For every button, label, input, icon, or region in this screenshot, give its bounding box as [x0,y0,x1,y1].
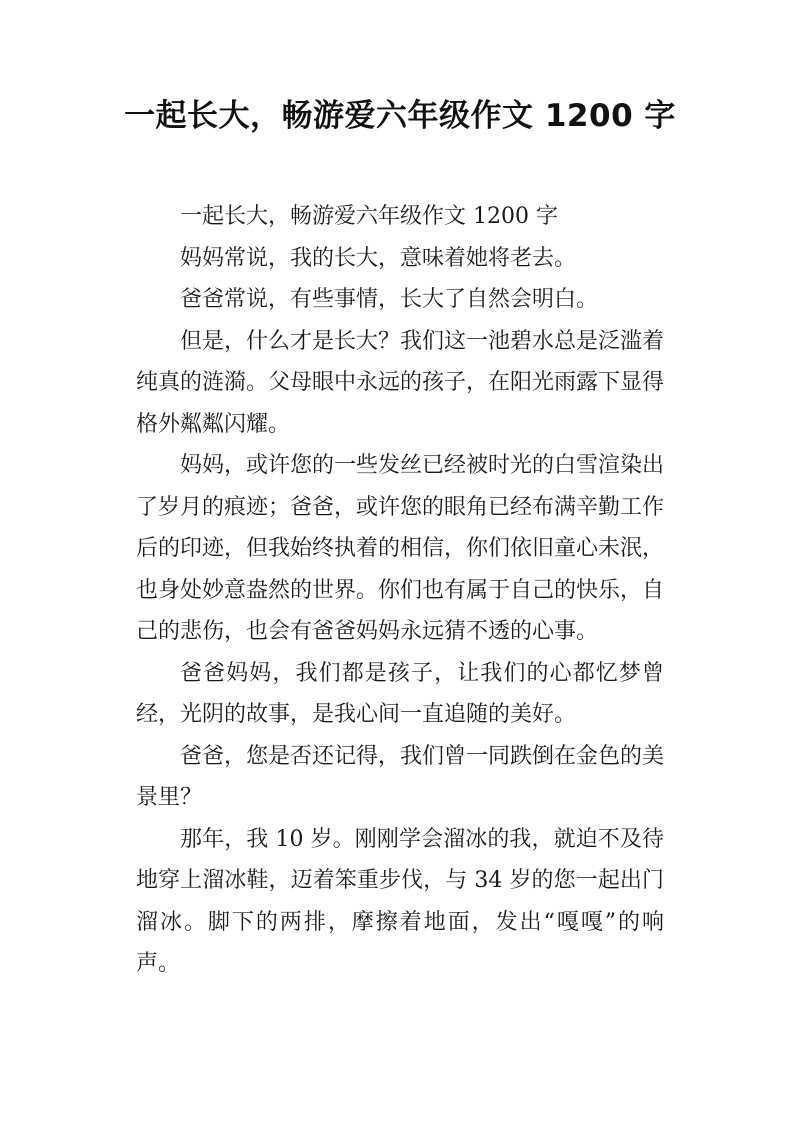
document-title: 一起长大，畅游爱六年级作文 1200 字 [124,98,676,134]
paragraph: 妈妈，或许您的一些发丝已经被时光的白雪渲染出了岁月的痕迹；爸爸，或许您的眼角已经布满辛勤工作后的印迹，但我始终执着的相信，你们依旧童心未泯，也身处妙意盎然的世界。你们也有属于自己的快乐，自己的悲伤，也会有爸爸妈妈永远猜不透的心事。 [136,453,665,644]
paragraph: 爸爸，您是否还记得，我们曾一同跌倒在金色的美景里？ [136,743,665,810]
paragraph: 那年，我 10 岁。刚刚学会溜冰的我，就迫不及待地穿上溜冰鞋，迈着笨重步伐，与 34 岁的您一起出门溜冰。脚下的两排，摩擦着地面，发出“嘎嘎”的响声。 [136,826,664,976]
paragraph: 一起长大，畅游爱六年级作文 1200 字 [180,204,558,229]
document-body [136,196,664,985]
paragraph: 但是，什么才是长大？我们这一池碧水总是泛滥着纯真的涟漪。父母眼中永远的孩子，在阳光雨露下显得格外粼粼闪耀。 [136,328,665,437]
paragraph: 爸爸妈妈，我们都是孩子，让我们的心都忆梦曾经，光阴的故事，是我心间一直追随的美好。 [136,660,664,727]
paragraph: 爸爸常说，有些事情，长大了自然会明白。 [180,287,599,312]
paragraph: 妈妈常说，我的长大，意味着她将老去。 [180,245,577,271]
